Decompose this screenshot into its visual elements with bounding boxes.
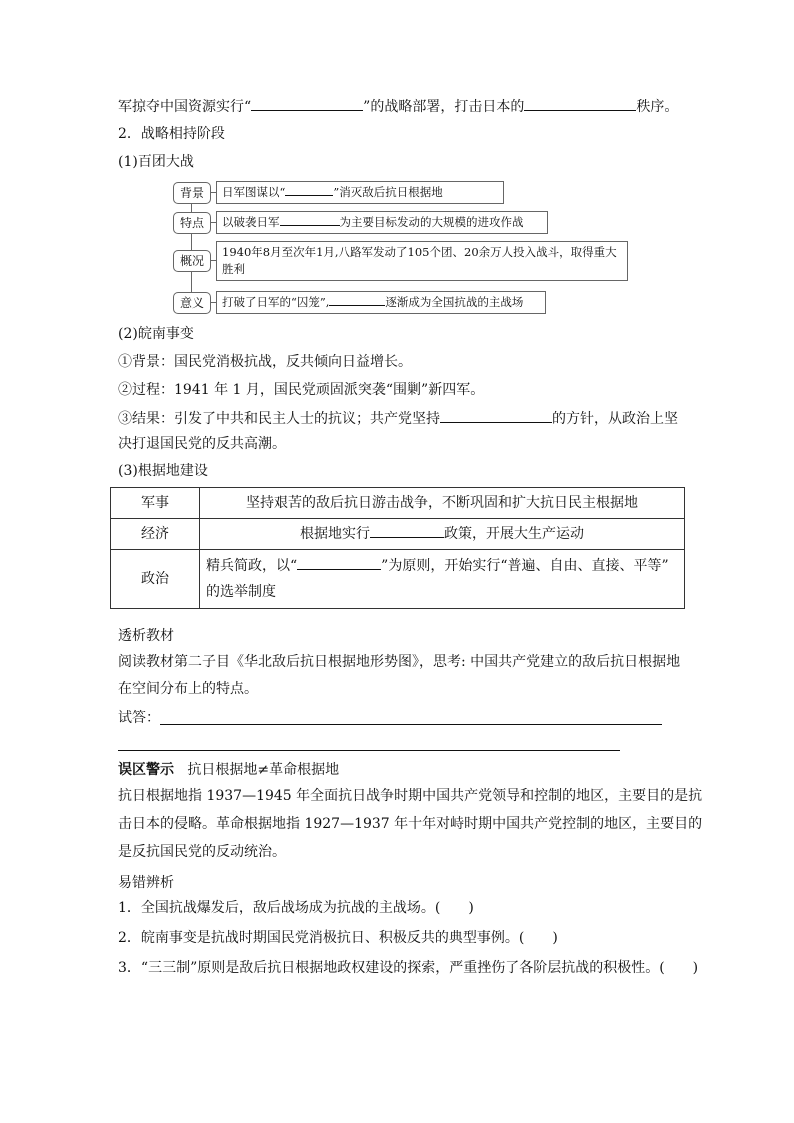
- cell-text: 的选举制度: [206, 584, 276, 600]
- text-line: ②过程：1941 年 1 月，国民党顽固派突袭“围剿”新四军。: [118, 382, 485, 398]
- box-text: 打破了日军的“囚笼”,: [222, 295, 330, 309]
- fill-blank[interactable]: [297, 557, 381, 570]
- box-text: 以破袭日军: [222, 215, 280, 229]
- table-key: 政治: [111, 550, 200, 609]
- answer-label: 试答：: [118, 710, 160, 726]
- answer-line[interactable]: [160, 724, 662, 725]
- text-line: ①背景：国民党消极抗战，反共倾向日益增长。: [118, 354, 412, 370]
- table-cell: 坚持艰苦的敌后抗日游击战争，不断巩固和扩大抗日民主根据地: [200, 488, 685, 519]
- table-row: [111, 519, 685, 550]
- analysis-title: 透析教材: [118, 628, 174, 644]
- cell-text: 精兵简政，以“: [206, 558, 298, 574]
- fill-blank[interactable]: [280, 214, 340, 226]
- fill-blank[interactable]: [524, 96, 636, 111]
- cell-text: 政策，开展大生产运动: [444, 526, 584, 542]
- text-line: [118, 408, 678, 429]
- line1-prefix: 军掠夺中国资源实行“: [118, 99, 252, 115]
- diagram-box: [216, 211, 548, 234]
- table-row: [111, 488, 685, 519]
- warning-heading: 抗日根据地≠革命根据地: [187, 762, 340, 778]
- text-line: 抗日根据地指 1937—1945 年全面抗日战争时期中国共产党领导和控制的地区，主要目的是抗: [118, 788, 703, 804]
- text-line-1: [118, 96, 678, 117]
- base-construction-table: [110, 487, 685, 609]
- fill-blank[interactable]: [251, 96, 363, 111]
- section-title: 2．战略相持阶段: [118, 126, 225, 142]
- cell-text: ”为原则，开始实行“普遍、自由、直接、平等”: [381, 558, 669, 574]
- judge-item: 1．全国抗战爆发后，敌后战场成为抗战的主战场。( ): [118, 900, 474, 916]
- box-text: 胜利: [222, 262, 245, 276]
- fill-blank[interactable]: [440, 408, 552, 423]
- judge-item: 3．“三三制”原则是敌后抗日根据地政权建设的探索，严重挫伤了各阶层抗战的积极性。( ): [118, 960, 699, 976]
- box-text: 逐渐成为全国抗战的主战场: [385, 295, 524, 309]
- box-text: ”消灭敌后抗日根据地: [333, 185, 443, 199]
- diagram-label: 概况: [173, 250, 211, 272]
- line1-mid: ”的战略部署，打击日本的: [363, 99, 525, 115]
- diagram-label: 背景: [173, 182, 211, 204]
- diagram-box: [216, 291, 546, 314]
- fill-blank[interactable]: [329, 294, 385, 306]
- box-text: 为主要目标发动的大规模的进攻作战: [339, 215, 524, 229]
- text-seg: 的方针，从政治上坚: [552, 411, 678, 427]
- cell-text: 根据地实行: [300, 526, 370, 542]
- text-line: 是反抗国民党的反动统治。: [118, 844, 286, 860]
- diagram-box: [216, 241, 628, 281]
- line1-suffix: 秩序。: [636, 99, 679, 115]
- diagram-label: 意义: [173, 292, 211, 314]
- text-line: 在空间分布上的特点。: [118, 681, 258, 697]
- answer-line[interactable]: [118, 750, 620, 751]
- table-key: 军事: [111, 488, 200, 519]
- subsection-title: (1)百团大战: [118, 154, 194, 170]
- box-text: 日军图谋以“: [222, 185, 286, 199]
- fill-blank[interactable]: [285, 184, 333, 196]
- box-text: 1940年8月至次年1月,八路军发动了105个团、20余万人投入战斗，取得重大: [222, 245, 617, 259]
- fill-blank[interactable]: [370, 525, 444, 538]
- table-cell: [200, 519, 685, 550]
- text-line: 击日本的侵略。革命根据地指 1927—1937 年十年对峙时期中国共产党控制的地区，主要目的: [118, 816, 703, 832]
- hundred-regiments-diagram: [170, 180, 630, 320]
- warning-label: 误区警示: [118, 762, 174, 778]
- errors-title: 易错辨析: [118, 875, 174, 891]
- table-row: [111, 550, 685, 609]
- subsection-title: (2)皖南事变: [118, 326, 194, 342]
- text-line: 阅读教材第二子目《华北敌后抗日根据地形势图》，思考: 中国共产党建立的敌后抗日根据地: [118, 654, 681, 670]
- judge-item: 2．皖南事变是抗战时期国民党消极抗日、积极反共的典型事例。( ): [118, 930, 558, 946]
- diagram-box: [216, 181, 504, 204]
- table-key: 经济: [111, 519, 200, 550]
- subsection-title: (3)根据地建设: [118, 463, 208, 479]
- text-line: 决打退国民党的反共高潮。: [118, 436, 286, 452]
- warning-title: [118, 760, 339, 780]
- diagram-label: 特点: [173, 212, 211, 234]
- text-seg: ③结果：引发了中共和民主人士的抗议；共产党坚持: [118, 411, 440, 427]
- table-cell: [200, 550, 685, 609]
